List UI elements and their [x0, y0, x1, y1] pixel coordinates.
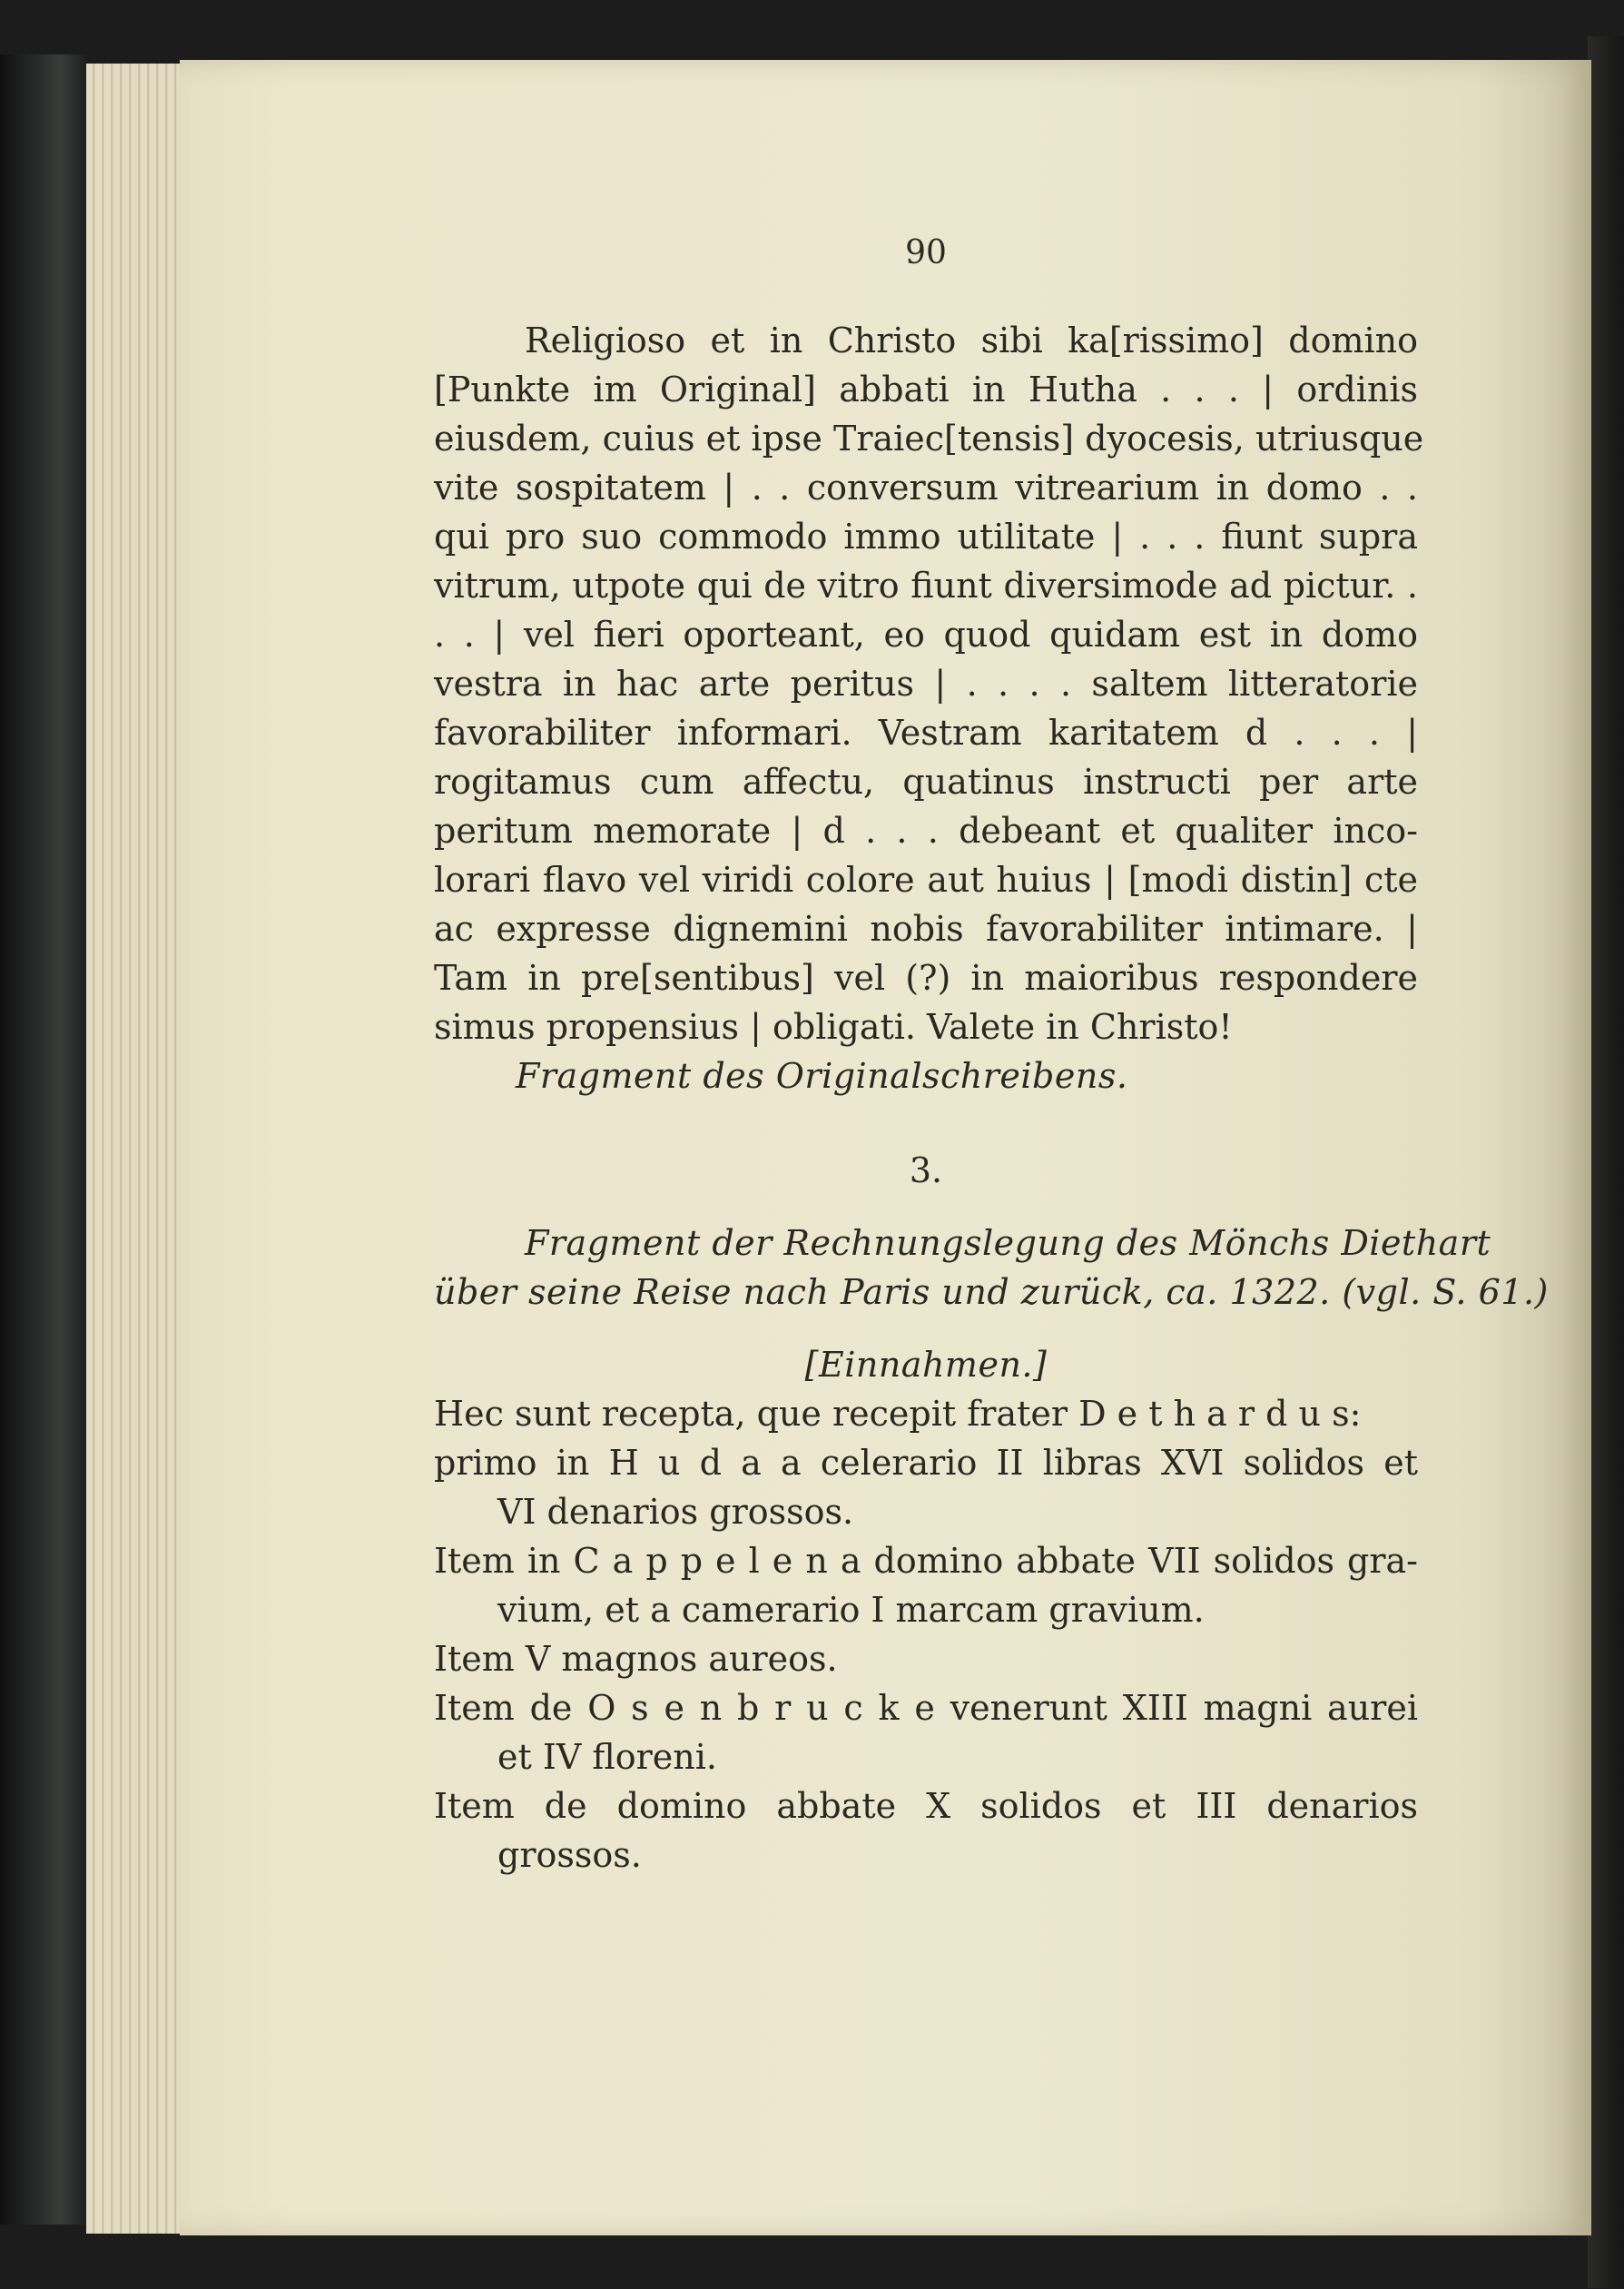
book-cover-right	[1588, 36, 1624, 2288]
text-line: vitrum, utpote qui de vitro fiunt diversimode ad pictur. .	[434, 566, 1418, 606]
entry-line: VI denarios grossos.	[497, 1492, 854, 1532]
entry-line: et IV floreni.	[497, 1737, 717, 1777]
entry-line: Item in C a p p e l e n a domino abbate VII solidos gra-	[434, 1541, 1418, 1581]
text-line: favorabiliter informari. Vestram karitatem d . . . |	[434, 713, 1418, 753]
book-cover-left	[0, 54, 86, 2225]
text-line: eiusdem, cuius et ipse Traiec[tensis] dyocesis, utriusque	[434, 419, 1424, 459]
page-number: 90	[905, 234, 947, 271]
text-line: lorari flavo vel viridi colore aut huius | [modi distin] cte	[434, 860, 1418, 900]
text-line: rogitamus cum affectu, quatinus instructi per arte	[434, 762, 1418, 802]
page-body	[434, 316, 1549, 1880]
text-line: vestra in hac arte peritus | . . . . saltem litteratorie	[434, 664, 1418, 704]
entry-line: Hec sunt recepta, que recepit frater D e t h a r d u s:	[434, 1394, 1362, 1434]
section-heading-line: Fragment der Rechnungslegung des Mönchs Diethart	[525, 1223, 1491, 1263]
text-line: . . | vel fieri oporteant, eo quod quidam est in domo	[434, 615, 1418, 655]
text-line: vite sospitatem | . . conversum vitrearium in domo . .	[434, 468, 1418, 508]
entry-line: primo in H u d a a celerario II libras XVI solidos et	[434, 1443, 1418, 1483]
section-subheading: [Einnahmen.]	[804, 1345, 1048, 1385]
source-note: Fragment des Originalschreibens.	[516, 1056, 1128, 1096]
text-line: Tam in pre[sentibus] vel (?) in maioribus respondere	[434, 958, 1418, 998]
text-line: ac expresse dignemini nobis favorabiliter intimare. |	[434, 909, 1418, 949]
text-line: [Punkte im Original] abbati in Hutha . . . | ordinis	[434, 370, 1418, 409]
text-line: qui pro suo commodo immo utilitate | . . . fiunt supra	[434, 517, 1418, 557]
text-line: Religioso et in Christo sibi ka[rissimo] domino	[525, 321, 1418, 360]
section-heading-line: über seine Reise nach Paris und zurück, ca. 1322. (vgl. S. 61.)	[434, 1272, 1549, 1312]
entry-line: Item de domino abbate X solidos et III denarios	[434, 1786, 1418, 1826]
section-number: 3.	[909, 1150, 943, 1190]
page-edges	[86, 64, 186, 2234]
entry-line: vium, et a camerario I marcam gravium.	[497, 1590, 1205, 1630]
entry-line: Item V magnos aureos.	[434, 1639, 838, 1679]
text-line: simus propensius | obligati. Valete in Christo!	[434, 1007, 1233, 1047]
text-line: peritum memorate | d . . . debeant et qualiter inco-	[434, 811, 1418, 851]
entry-line: grossos.	[497, 1835, 642, 1875]
entry-line: Item de O s e n b r u c k e venerunt XIII magni aurei	[434, 1688, 1418, 1728]
